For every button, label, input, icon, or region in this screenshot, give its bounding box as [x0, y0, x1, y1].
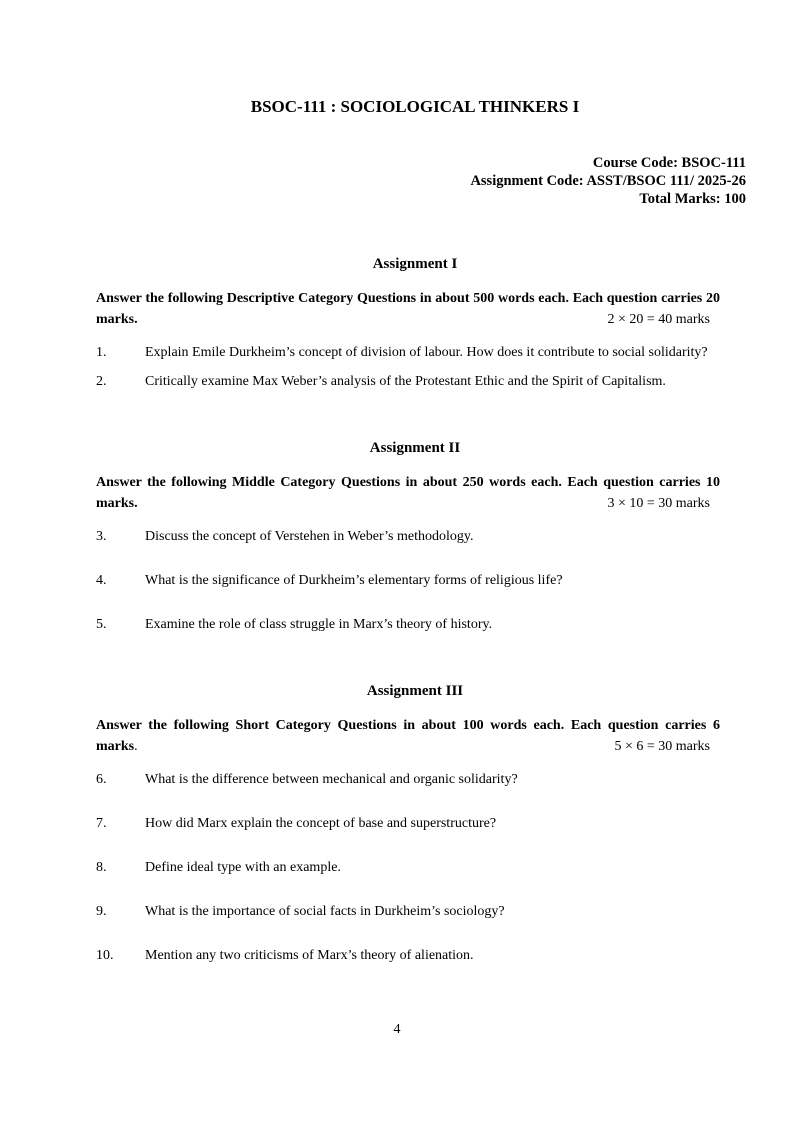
question-row: [96, 371, 734, 392]
document-title: BSOC-111 : SOCIOLOGICAL THINKERS I: [250, 97, 580, 116]
section-instruction: [96, 472, 734, 514]
question-row: [96, 945, 734, 966]
sections-container: [96, 254, 734, 966]
question-text: Explain Emile Durkheim’s concept of division of labour. How does it contribute to social solidarity?: [145, 345, 708, 360]
question-text: Critically examine Max Weber’s analysis of the Protestant Ethic and the Spirit of Capitalism.: [145, 374, 666, 389]
question-row: [96, 614, 734, 635]
section-instruction: [96, 288, 734, 330]
assignment-section: [96, 438, 734, 635]
question-number: 2.: [96, 374, 107, 389]
question-number: 7.: [96, 816, 107, 831]
instruction-text: Answer the following Descriptive Category Questions in about 500 words each. Each question carries 20 marks.: [96, 291, 720, 327]
question-row: [96, 857, 734, 878]
question-list: [96, 769, 734, 966]
question-row: [96, 769, 734, 790]
question-row: [96, 342, 734, 363]
page-number: 4: [393, 1022, 401, 1037]
assignment-section: [96, 681, 734, 966]
assignment-code-line: Assignment Code: ASST/BSOC 111/ 2025-26: [470, 173, 746, 189]
total-marks-line: Total Marks: 100: [639, 191, 746, 207]
question-number: 5.: [96, 617, 107, 632]
instruction-suffix: .: [134, 739, 138, 754]
course-code-line: Course Code: BSOC-111: [592, 155, 746, 171]
instruction-text: Answer the following Middle Category Questions in about 250 words each. Each question carries 10 marks.: [96, 475, 720, 511]
question-text: What is the difference between mechanical and organic solidarity?: [145, 772, 518, 787]
question-text: What is the importance of social facts in Durkheim’s sociology?: [145, 904, 505, 919]
question-number: 9.: [96, 904, 107, 919]
question-text: Discuss the concept of Verstehen in Weber’s methodology.: [145, 529, 474, 544]
marks-formula: 2 × 20 = 40 marks: [607, 312, 710, 327]
question-number: 8.: [96, 860, 107, 875]
section-heading: Assignment III: [366, 683, 464, 699]
section-heading: Assignment I: [372, 256, 458, 272]
marks-formula: 3 × 10 = 30 marks: [607, 496, 710, 511]
marks-formula: 5 × 6 = 30 marks: [614, 739, 710, 754]
assignment-section: [96, 254, 734, 392]
question-row: [96, 526, 734, 547]
question-list: [96, 342, 734, 392]
question-text: Mention any two criticisms of Marx’s theory of alienation.: [145, 948, 474, 963]
question-number: 3.: [96, 529, 107, 544]
question-text: Define ideal type with an example.: [145, 860, 341, 875]
question-row: [96, 901, 734, 922]
course-info-block: [96, 154, 746, 208]
question-list: [96, 526, 734, 635]
question-text: Examine the role of class struggle in Marx’s theory of history.: [145, 617, 493, 632]
question-text: How did Marx explain the concept of base and superstructure?: [145, 816, 497, 831]
question-text: What is the significance of Durkheim’s elementary forms of religious life?: [145, 573, 563, 588]
question-number: 1.: [96, 345, 107, 360]
question-number: 10.: [96, 948, 114, 963]
question-number: 6.: [96, 772, 107, 787]
instruction-text: Answer the following Short Category Questions in about 100 words each. Each question carries 6 marks: [96, 718, 720, 754]
section-heading: Assignment II: [369, 440, 461, 456]
question-number: 4.: [96, 573, 107, 588]
question-row: [96, 570, 734, 591]
section-instruction: [96, 715, 734, 757]
question-row: [96, 813, 734, 834]
